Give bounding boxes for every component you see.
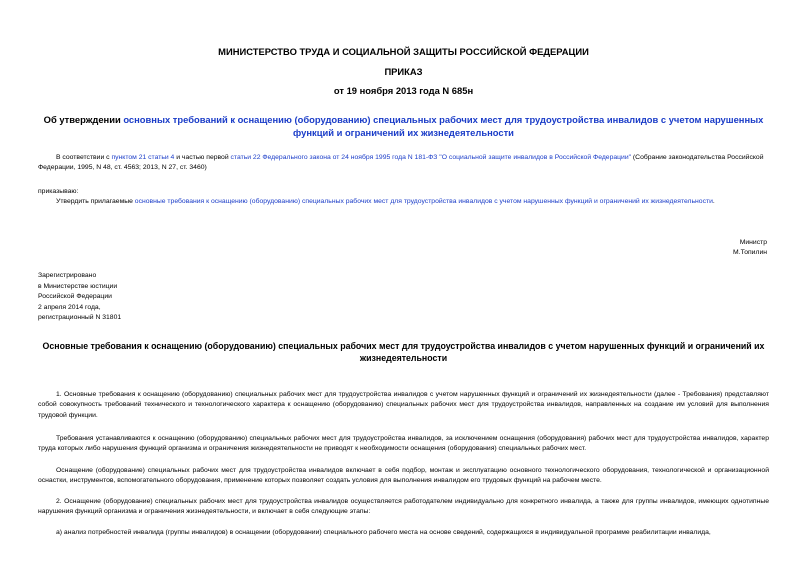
paragraph-3: Оснащение (оборудование) специальных рабочих мест для трудоустройства инвалидов включает в себя подбор, монтаж и эксплуатацию основного технологического оборудования, технологической и организационной оснастки, инструментов, вспомогательного оборудования, применение которых позволяет создать условия для выполнения инвалидом его трудовых функций на рабочем месте. — [38, 467, 769, 485]
order-clause-text-1: Утвердить прилагаемые — [56, 198, 135, 205]
order-title-link[interactable]: основных требований к оснащению (оборудованию) специальных рабочих мест для трудоустройства инвалидов с учетом нарушенных функций и ограничений их жизнедеятельности — [123, 114, 764, 138]
registration-line: в Министерстве юстиции — [38, 282, 118, 290]
order-clause-text-2: . — [712, 198, 715, 205]
order-title — [38, 114, 769, 139]
order-clause-link[interactable]: основные требования к оснащению (оборудованию) специальных рабочих мест для трудоустройства инвалидов с учетом нарушенных функций и ограничений их жизнедеятельности — [134, 198, 713, 205]
section-title: Основные требования к оснащению (оборудованию) специальных рабочих мест для трудоустройства инвалидов с учетом нарушенных функций и ограничений их жизнедеятельности — [42, 341, 765, 363]
preamble-link-1[interactable]: пунктом 21 статьи 4 — [111, 154, 175, 161]
order-clause — [38, 197, 769, 207]
prikazyvayu-label: приказываю: — [38, 188, 79, 195]
doc-type-heading: ПРИКАЗ — [384, 66, 423, 77]
order-title-prefix: Об утверждении — [43, 114, 124, 125]
preamble-text-3: (Собрание законодательства Российской Федерации, 1995, N 48, ст. 4563; 2013, N 27, ст. 3460) — [38, 154, 764, 172]
paragraph-5: а) анализ потребностей инвалида (группы инвалидов) в оснащении (оборудовании) специального рабочего места на основе сведений, содержащихся в индивидуальной программе реабилитации инвалида, — [56, 529, 711, 536]
doc-date-number: от 19 ноября 2013 года N 685н — [333, 85, 474, 96]
paragraph-2: Требования устанавливаются к оснащению (оборудованию) специальных рабочих мест для трудоустройства инвалидов, за исключением оснащения (оборудования) рабочих мест для трудоустройства инвалидов, характер труда которых либо нарушения функций организма и ограничения жизнедеятельности не приводят к необходимости оснащения (оборудования) специальных рабочих мест. — [38, 435, 769, 453]
registration-line: Российской Федерации — [38, 293, 112, 301]
paragraph-1: 1. Основные требования к оснащению (оборудованию) специальных рабочих мест для трудоустройства инвалидов с учетом нарушенных функций и ограничений их жизнедеятельности (далее - Требования) представляют собой совокупность требований технического и технологического характера к оснащению (оборудованию) специальных рабочих мест для трудоустройства инвалидов, направленных на создание им условий для выполнения трудовой функции. — [38, 391, 769, 419]
registration-line: регистрационный N 31801 — [38, 314, 122, 322]
preamble-link-2[interactable]: статьи 22 Федерального закона от 24 ноября 1995 года N 181-ФЗ "О социальной защите инвалидов в Российской Федерации" — [230, 154, 632, 161]
preamble-text-1: В соответствии с — [56, 154, 112, 161]
registration-block — [38, 271, 121, 324]
preamble-paragraph — [38, 153, 769, 174]
signature-name: М.Топилин — [733, 249, 767, 257]
registration-line: Зарегистрировано — [38, 272, 97, 279]
ministry-heading: МИНИСТЕРСТВО ТРУДА И СОЦИАЛЬНОЙ ЗАЩИТЫ РОССИЙСКОЙ ФЕДЕРАЦИИ — [218, 46, 589, 57]
signature-position: Министр — [739, 239, 767, 246]
preamble-text-2: и частью первой — [174, 154, 231, 161]
registration-line: 2 апреля 2014 года, — [38, 303, 101, 311]
paragraph-4: 2. Оснащение (оборудование) специальных рабочих мест для трудоустройства инвалидов осуществляется работодателем индивидуально для конкретного инвалида, а также для группы инвалидов, имеющих однотипные нарушения функций организма и ограничения жизнедеятельности, и включает в себя следующие этапы: — [38, 498, 769, 516]
signature-block — [733, 238, 767, 259]
